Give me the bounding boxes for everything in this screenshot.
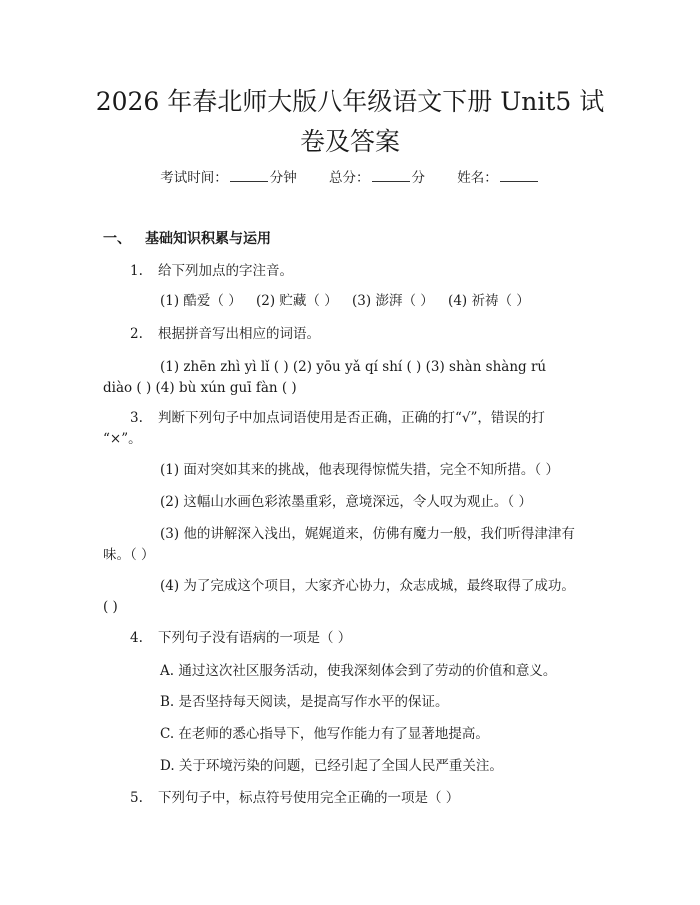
option: (4) 祈祷（ ）	[448, 293, 530, 309]
question-3-item-3-cont: 味。（ ）	[103, 547, 155, 563]
title-line-1: 2026 年春北师大版八年级语文下册 Unit5 试	[95, 87, 605, 116]
question-number: 5.	[130, 790, 143, 806]
question-4-option-d: D. 关于环境污染的问题，已经引起了全国人民严重关注。	[160, 758, 503, 774]
question-text: 给下列加点的字注音。	[158, 263, 293, 279]
document-title	[70, 82, 630, 162]
question-2	[130, 323, 320, 345]
question-text: 判断下列句子中加点词语使用是否正确，正确的打“√”，错误的打	[158, 410, 545, 426]
exam-time	[160, 170, 297, 186]
question-1-options	[160, 290, 540, 312]
question-3-item-1: (1) 面对突如其来的挑战，他表现得惊慌失措，完全不知所措。（ ）	[160, 462, 559, 478]
section-title: 基础知识积累与运用	[145, 231, 271, 247]
section-heading	[103, 228, 271, 250]
time-unit: 分钟	[269, 170, 297, 186]
option: (2) 贮藏（ ）	[256, 293, 338, 309]
section-number: 一、	[103, 231, 131, 247]
question-1	[130, 260, 293, 282]
name-label: 姓名：	[457, 170, 498, 186]
question-3-item-4: (4) 为了完成这个项目，大家齐心协力，众志成城，最终取得了成功。	[160, 578, 575, 594]
time-blank	[230, 169, 268, 182]
question-2-line-2: diào ( ) (4) bù xún guī fàn ( )	[103, 380, 297, 396]
question-3-item-4-cont: ( )	[103, 599, 118, 615]
option: (1) 酷爱（ ）	[160, 293, 242, 309]
question-4-option-a: A. 通过这次社区服务活动，使我深刻体会到了劳动的价值和意义。	[160, 663, 557, 679]
time-label: 考试时间：	[160, 170, 228, 186]
question-4	[130, 627, 351, 649]
question-2-line-1: (1) zhēn zhì yì lǐ ( ) (2) yōu yǎ qí shí ( ) (3) shàn shàng rú	[160, 359, 547, 375]
score-label: 总分：	[329, 170, 370, 186]
total-score	[329, 170, 425, 186]
question-number: 3.	[130, 410, 143, 426]
name-blank	[500, 169, 538, 182]
title-line-2: 卷及答案	[299, 127, 400, 156]
score-blank	[372, 169, 410, 182]
question-4-option-c: C. 在老师的悉心指导下，他写作能力有了显著地提高。	[160, 726, 489, 742]
question-3-text-cont: “×”。	[103, 431, 142, 447]
exam-meta	[0, 167, 700, 189]
student-name	[457, 170, 540, 186]
question-3-item-2: (2) 这幅山水画色彩浓墨重彩，意境深远，令人叹为观止。（ ）	[160, 494, 532, 510]
question-number: 2.	[130, 326, 143, 342]
question-5	[130, 787, 459, 809]
question-number: 1.	[130, 263, 143, 279]
question-3-item-3: (3) 他的讲解深入浅出，娓娓道来，仿佛有魔力一般，我们听得津津有	[160, 526, 575, 542]
question-3	[130, 407, 545, 429]
question-4-option-b: B. 是否坚持每天阅读，是提高写作水平的保证。	[160, 694, 449, 710]
question-text: 根据拼音写出相应的词语。	[158, 326, 320, 342]
score-unit: 分	[411, 170, 425, 186]
question-number: 4.	[130, 630, 143, 646]
question-text: 下列句子中，标点符号使用完全正确的一项是（ ）	[158, 790, 460, 806]
question-text: 下列句子没有语病的一项是（ ）	[158, 630, 352, 646]
option: (3) 澎湃（ ）	[352, 293, 434, 309]
